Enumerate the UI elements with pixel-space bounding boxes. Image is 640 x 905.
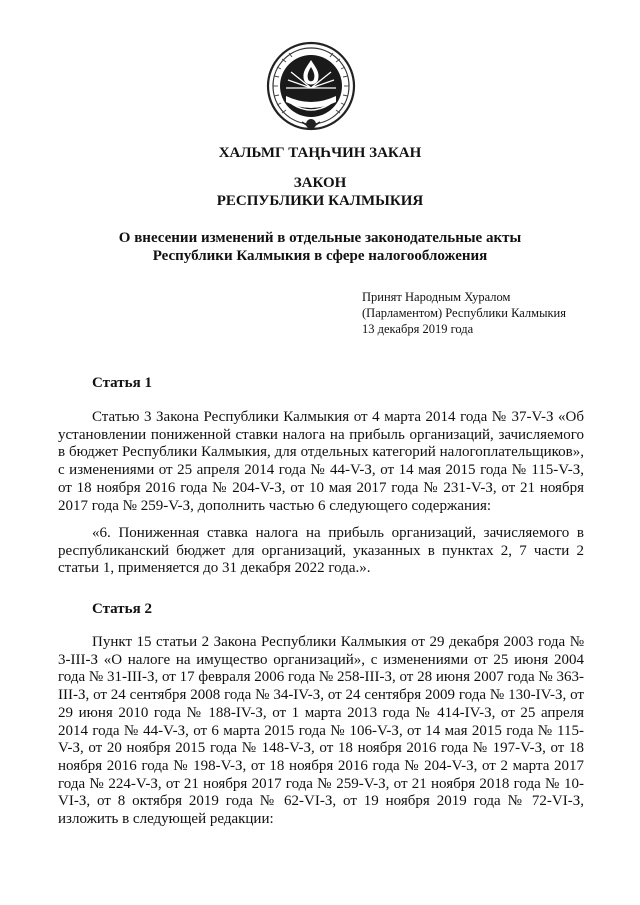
adoption-line-1: Принят Народным Хуралом xyxy=(362,290,511,304)
adoption-date: 13 декабря 2019 года xyxy=(362,322,474,336)
law-subject-line-1: О внесении изменений в отдельные законодательные акты xyxy=(118,230,522,246)
law-title: ЗАКОН xyxy=(293,175,347,191)
state-emblem xyxy=(262,36,360,132)
article-2-heading: Статья 2 xyxy=(92,601,152,617)
law-subject-line-2: Республики Калмыкия в сфере налогообложения xyxy=(152,248,488,264)
article-1-quote: «6. Пониженная ставка налога на прибыль организаций, зачисляемого в республиканский бюджет для организаций, указанных в пунктах 2, 7 части 2 статьи 1, применяется до 31 декабря 2022 года.». xyxy=(58,525,584,577)
adoption-line-2: (Парламентом) Республики Калмыкия xyxy=(362,306,566,320)
kalmyk-title: ХАЛЬМГ ТАҢҺЧИН ЗАКАН xyxy=(218,145,422,161)
article-1-paragraph: Статью 3 Закона Республики Калмыкия от 4 марта 2014 года № 37-V-З «Об установлении пониженной ставки налога на прибыль организаций, зачисляемого в бюджет Республики Калмыкия, для отдельных категорий налогоплательщиков», с изменениями от 25 апреля 2014 года № 44-V-З, от 14 мая 2015 года № 115-V-З, от 18 ноября 2016 года № 204-V-З, от 10 мая 2017 года № 231-V-З, от 21 ноября 2017 года № 259-V-З, дополнить частью 6 следующего содержания: xyxy=(58,409,584,514)
article-2-paragraph: Пункт 15 статьи 2 Закона Республики Калмыкия от 29 декабря 2003 года № 3-III-З «О налоге на имущество организаций», с изменениями от 25 июня 2004 года № 31-III-З, от 17 февраля 2006 года № 258-III-З, от 28 июня 2007 года № 363-III-З, от 24 сентября 2008 года № 34-IV-З, от 24 сентября 2009 года № 130-IV-З, от 29 июня 2010 года № 188-IV-З, от 1 марта 2013 года № 414-IV-З, от 25 апреля 2014 года № 44-V-З, от 6 марта 2015 года № 106-V-З, от 14 мая 2015 года № 115-V-З, от 20 ноября 2015 года № 148-V-З, от 18 ноября 2016 года № 197-V-З, от 18 ноября 2016 года № 198-V-З, от 18 ноября 2016 года № 204-V-З, от 2 марта 2017 года № 224-V-З, от 21 ноября 2017 года № 259-V-З, от 21 ноября 2018 года № 10-VI-З, от 8 октября 2019 года № 62-VI-З, от 19 ноября 2019 года № 72-VI-З, изложить в следующей редакции: xyxy=(58,634,584,828)
emblem-icon xyxy=(262,36,360,132)
law-issuer: РЕСПУБЛИКИ КАЛМЫКИЯ xyxy=(216,193,424,209)
article-1-heading: Статья 1 xyxy=(92,375,152,391)
adoption-note xyxy=(362,289,566,337)
